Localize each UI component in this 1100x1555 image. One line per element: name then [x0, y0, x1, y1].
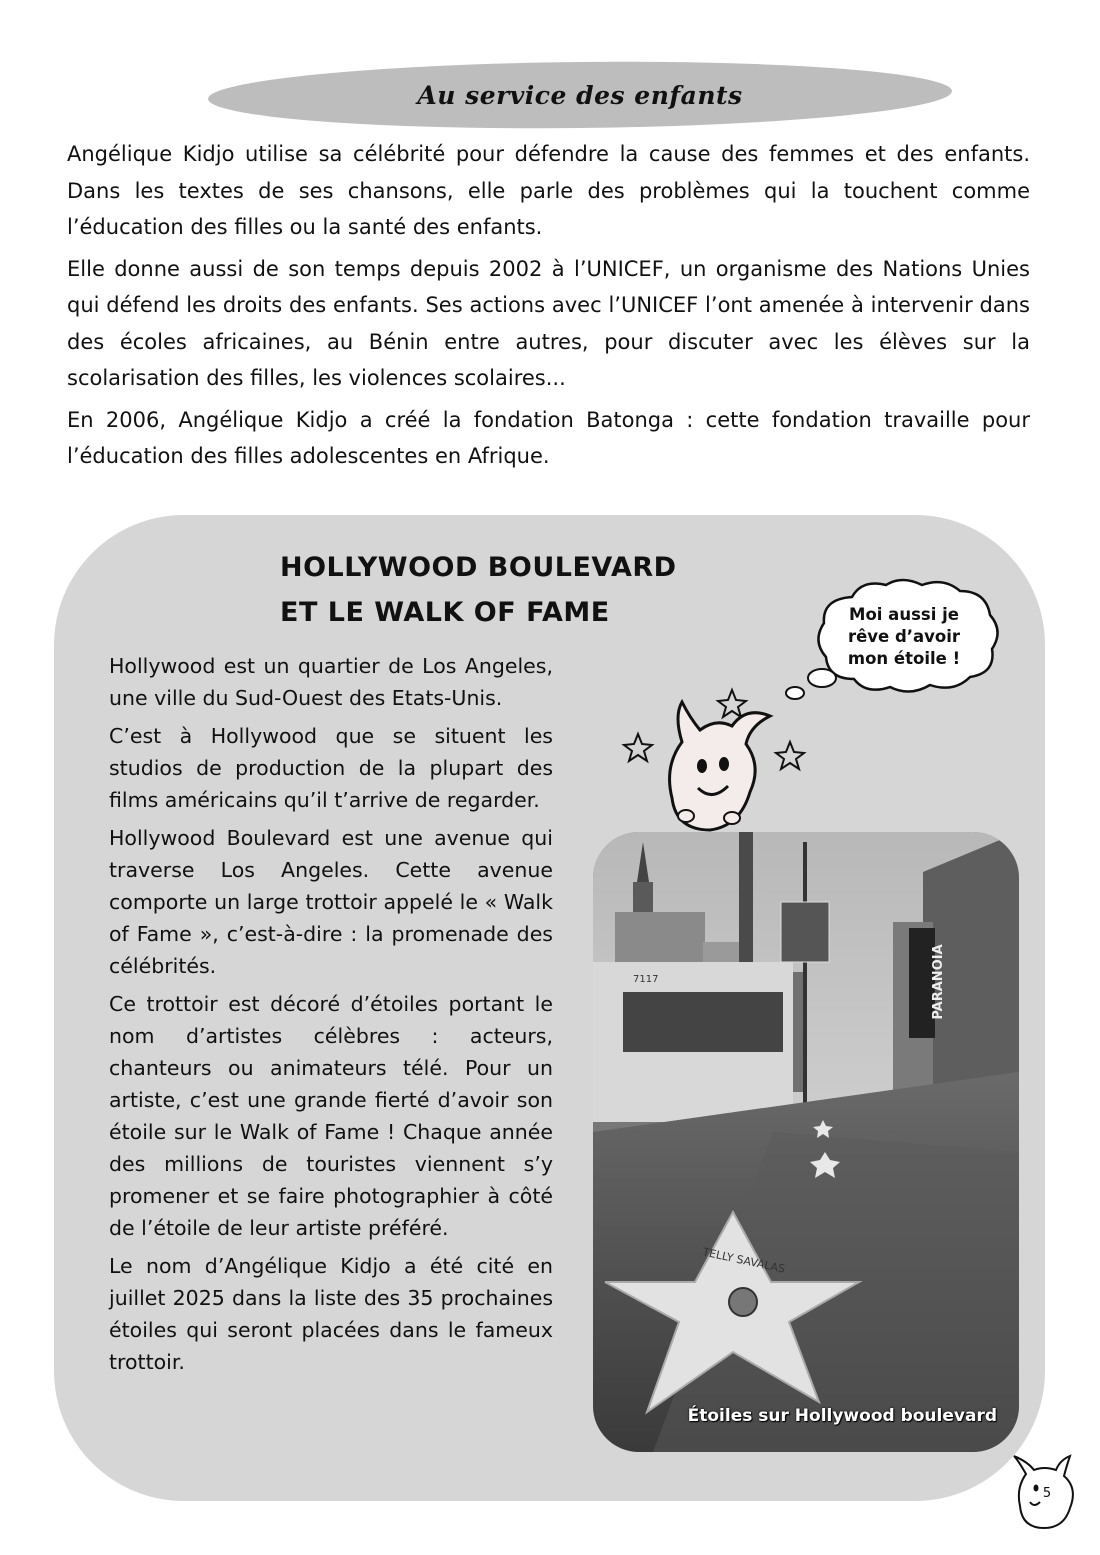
intro-text — [67, 136, 1030, 480]
panel-title-line: HOLLYWOOD BOULEVARD — [280, 552, 677, 583]
panel-body-text — [109, 650, 553, 1384]
intro-paragraph: Elle donne aussi de son temps depuis 2002 à l’UNICEF, un organisme des Nations Unies qui défend les droits des enfants. Ses actions avec l’UNICEF l’ont amenée à intervenir dans des écoles africaines, au Bénin entre autres, pour discuter avec les élèves sur la scolarisation des filles, les violences scolaires... — [67, 256, 1030, 390]
panel-paragraph: C’est à Hollywood que se situent les studios de production de la plupart des films américains qu’il t’arrive de regarder. — [109, 724, 553, 812]
panel-title-line: ET LE WALK OF FAME — [280, 597, 610, 628]
bubble-text — [834, 604, 974, 670]
bubble-line: rêve d’avoir — [847, 627, 961, 646]
panel-paragraph: Ce trottoir est décoré d’étoiles portant le nom d’artistes célèbres : acteurs, chanteurs ou animateurs télé. Pour un artiste, c’est une grande fierté d’avoir son étoile sur le Walk of Fame ! Chaque année des millions de touristes viennent s’y promener et se faire photographier à côté de l’étoile de leur artiste préféré. — [109, 992, 553, 1240]
bubble-line: Moi aussi je — [849, 605, 959, 624]
mascot-icon — [620, 686, 820, 836]
panel-paragraph: Hollywood est un quartier de Los Angeles, une ville du Sud-Ouest des Etats-Unis. — [109, 654, 553, 710]
photo-sign: PARANOIA — [931, 944, 946, 1020]
bus-number: 7117 — [633, 974, 659, 985]
panel-paragraph: Hollywood Boulevard est une avenue qui traverse Los Angeles. Cette avenue comporte un large trottoir appelé le « Walk of Fame », c’est-à-dire : la promenade des célébrités. — [109, 826, 553, 978]
intro-paragraph: Angélique Kidjo utilise sa célébrité pour défendre la cause des femmes et des enfants. Dans les textes de ses chansons, elle parle des problèmes qui la touchent comme l’éducation des filles ou la santé des enfants. — [67, 142, 1030, 239]
star-name: TELLY SAVALAS — [701, 1245, 787, 1276]
panel-paragraph: Le nom d’Angélique Kidjo a été cité en juillet 2025 dans la liste des 35 prochaines étoiles qui seront placées dans le fameux trottoir. — [109, 1254, 553, 1374]
hollywood-photo — [593, 832, 1019, 1452]
photo-caption: Étoiles sur Hollywood boulevard — [687, 1406, 997, 1426]
bubble-line: mon étoile ! — [847, 649, 961, 668]
panel-title — [280, 545, 740, 635]
page-number: 5 — [1042, 1486, 1052, 1501]
page-title: Au service des enfants — [417, 80, 743, 110]
intro-paragraph: En 2006, Angélique Kidjo a créé la fondation Batonga : cette fondation travaille pour l’éducation des filles adolescentes en Afrique. — [67, 407, 1030, 468]
